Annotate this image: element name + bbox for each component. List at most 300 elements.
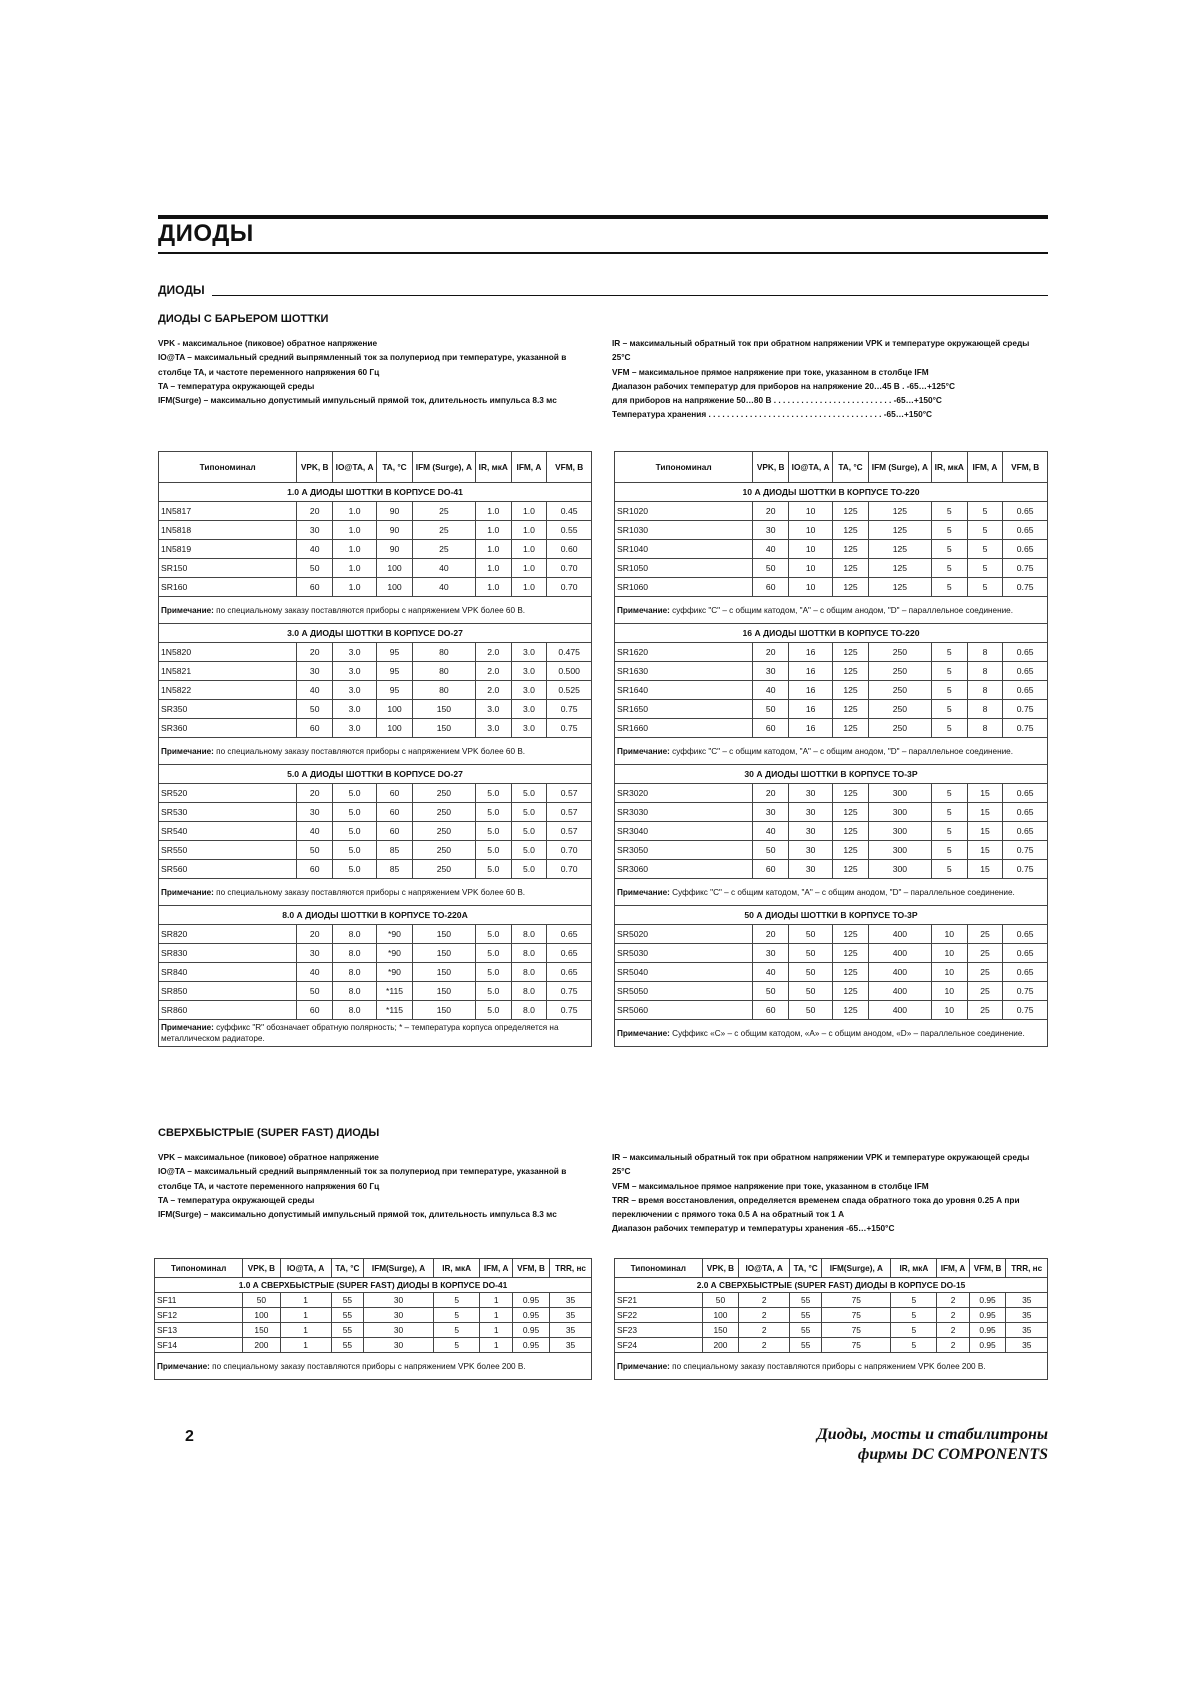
column-header: IO@TA, А <box>333 452 377 483</box>
cell-value: 16 <box>789 643 833 662</box>
part-number: 1N5819 <box>159 540 297 559</box>
cell-value: 60 <box>377 803 413 822</box>
column-header: IFM (Surge), А <box>412 452 475 483</box>
cell-value: 5.0 <box>475 982 511 1001</box>
cell-value: 60 <box>753 578 789 597</box>
cell-value: 0.65 <box>1003 521 1048 540</box>
cell-value: 30 <box>297 521 333 540</box>
cell-value: 30 <box>789 860 833 879</box>
cell-value: *115 <box>377 982 413 1001</box>
footer-line-2: фирмы DC COMPONENTS <box>857 1446 1048 1463</box>
group-title-row <box>615 765 1048 784</box>
cell-value: 1 <box>480 1323 513 1338</box>
cell-value: 0.95 <box>512 1338 549 1353</box>
cell-value: 2 <box>937 1323 969 1338</box>
cell-value: 5.0 <box>475 841 511 860</box>
column-header: TRR, нс <box>1006 1259 1048 1278</box>
table-row <box>615 700 1048 719</box>
cell-value: 125 <box>833 822 869 841</box>
cell-value: 60 <box>377 784 413 803</box>
cell-value: 5 <box>433 1293 479 1308</box>
note-text: суффикс "R" обозначает обратную полярность; * – температура корпуса определяется на металлическом радиаторе. <box>161 1023 559 1043</box>
table-row <box>615 841 1048 860</box>
cell-value: 8 <box>967 643 1003 662</box>
cell-value: 60 <box>297 578 333 597</box>
cell-value: 30 <box>364 1308 434 1323</box>
cell-value: 3.0 <box>333 662 377 681</box>
note-text: Суффикс «C» – с общим катодом, «A» – с общим анодом, «D» – параллельное соединение. <box>672 1028 1025 1038</box>
cell-value: 0.65 <box>1003 944 1048 963</box>
cell-value: 5.0 <box>511 822 547 841</box>
cell-value: 5.0 <box>511 860 547 879</box>
cell-value: 1.0 <box>333 559 377 578</box>
cell-value: 8.0 <box>511 982 547 1001</box>
schottky-definitions-left <box>158 336 588 407</box>
part-number: SR360 <box>159 719 297 738</box>
part-number: SR5020 <box>615 925 753 944</box>
cell-value: 30 <box>297 944 333 963</box>
cell-value: 0.525 <box>547 681 592 700</box>
cell-value: 85 <box>377 841 413 860</box>
cell-value: 40 <box>297 681 333 700</box>
cell-value: 95 <box>377 662 413 681</box>
cell-value: 35 <box>550 1323 592 1338</box>
cell-value: 5 <box>931 803 967 822</box>
group-title: 1.0 А СВЕРХБЫСТРЫЕ (SUPER FAST) ДИОДЫ В КОРПУСЕ DO-41 <box>155 1278 592 1293</box>
cell-value: 15 <box>967 822 1003 841</box>
cell-value: 0.65 <box>547 944 592 963</box>
cell-value: 125 <box>833 578 869 597</box>
footer-publication <box>817 1425 1048 1465</box>
superfast-table-left <box>154 1258 592 1380</box>
cell-value: 5 <box>967 502 1003 521</box>
cell-value: 5 <box>931 841 967 860</box>
cell-value: 5 <box>433 1323 479 1338</box>
cell-value: 5 <box>931 559 967 578</box>
cell-value: 20 <box>753 643 789 662</box>
column-header: IR, мкА <box>931 452 967 483</box>
cell-value: 0.95 <box>512 1308 549 1323</box>
cell-value: 8.0 <box>333 1001 377 1020</box>
cell-value: 125 <box>833 662 869 681</box>
group-title: 10 А ДИОДЫ ШОТТКИ В КОРПУСЕ ТО-220 <box>615 483 1048 502</box>
cell-value: 3.0 <box>333 700 377 719</box>
part-number: 1N5817 <box>159 502 297 521</box>
cell-value: 300 <box>868 803 931 822</box>
cell-value: 100 <box>243 1308 280 1323</box>
part-number: SR160 <box>159 578 297 597</box>
cell-value: 55 <box>790 1323 822 1338</box>
cell-value: 1 <box>280 1338 331 1353</box>
part-number: SR150 <box>159 559 297 578</box>
column-header: VPK, В <box>297 452 333 483</box>
note-cell <box>159 597 592 624</box>
cell-value: 16 <box>789 700 833 719</box>
table-row <box>615 1338 1048 1353</box>
note-text: по специальному заказу поставляются приборы с напряжением VPK более 60 В. <box>216 887 526 897</box>
table-row <box>615 540 1048 559</box>
group-title: 5.0 А ДИОДЫ ШОТТКИ В КОРПУСЕ DO-27 <box>159 765 592 784</box>
cell-value: 0.65 <box>1003 662 1048 681</box>
cell-value: 15 <box>967 784 1003 803</box>
table-row <box>155 1308 592 1323</box>
cell-value: 150 <box>702 1323 739 1338</box>
cell-value: 10 <box>931 1001 967 1020</box>
cell-value: 55 <box>790 1308 822 1323</box>
cell-value: 200 <box>702 1338 739 1353</box>
cell-value: 150 <box>412 719 475 738</box>
cell-value: 0.57 <box>547 822 592 841</box>
cell-value: 30 <box>789 841 833 860</box>
superfast-table-left-container <box>154 1258 592 1380</box>
cell-value: 10 <box>931 982 967 1001</box>
cell-value: 5.0 <box>511 784 547 803</box>
part-number: SR5030 <box>615 944 753 963</box>
part-number: SR3020 <box>615 784 753 803</box>
part-number: SR5040 <box>615 963 753 982</box>
part-number: SF24 <box>615 1338 703 1353</box>
cell-value: 0.475 <box>547 643 592 662</box>
header-row <box>159 452 592 483</box>
column-header: VPK, В <box>243 1259 280 1278</box>
cell-value: 35 <box>550 1338 592 1353</box>
table-row <box>155 1338 592 1353</box>
cell-value: 0.95 <box>969 1308 1006 1323</box>
group-title-row <box>615 906 1048 925</box>
cell-value: 0.75 <box>547 719 592 738</box>
table-row <box>615 719 1048 738</box>
cell-value: 1 <box>280 1323 331 1338</box>
note-row <box>615 1353 1048 1380</box>
cell-value: *90 <box>377 944 413 963</box>
note-text: суффикс "C" – с общим катодом, "A" – с общим анодом, "D" – параллельное соединение. <box>672 605 1014 615</box>
cell-value: 35 <box>550 1293 592 1308</box>
cell-value: 55 <box>331 1338 364 1353</box>
part-number: SR850 <box>159 982 297 1001</box>
cell-value: 0.75 <box>1003 559 1048 578</box>
cell-value: 125 <box>833 719 869 738</box>
cell-value: 300 <box>868 841 931 860</box>
cell-value: 16 <box>789 681 833 700</box>
cell-value: 0.75 <box>547 982 592 1001</box>
part-number: SR1020 <box>615 502 753 521</box>
table-row <box>155 1293 592 1308</box>
table-row <box>615 1308 1048 1323</box>
column-header: VFM, В <box>512 1259 549 1278</box>
cell-value: 3.0 <box>511 643 547 662</box>
column-header: TA, °C <box>377 452 413 483</box>
cell-value: 3.0 <box>511 662 547 681</box>
cell-value: 10 <box>789 540 833 559</box>
cell-value: 5.0 <box>475 925 511 944</box>
cell-value: 60 <box>753 1001 789 1020</box>
column-header: IFM, А <box>937 1259 969 1278</box>
table-row <box>159 559 592 578</box>
table-row <box>159 700 592 719</box>
part-number: SR1650 <box>615 700 753 719</box>
note-row <box>159 597 592 624</box>
group-title-row <box>159 483 592 502</box>
cell-value: 150 <box>412 944 475 963</box>
cell-value: 5 <box>931 822 967 841</box>
cell-value: 40 <box>297 822 333 841</box>
part-number: SR1620 <box>615 643 753 662</box>
cell-value: 0.95 <box>512 1293 549 1308</box>
cell-value: 50 <box>789 963 833 982</box>
cell-value: 60 <box>753 719 789 738</box>
cell-value: 250 <box>868 643 931 662</box>
column-header: VPK, В <box>702 1259 739 1278</box>
cell-value: 125 <box>833 963 869 982</box>
cell-value: 5 <box>967 540 1003 559</box>
cell-value: 50 <box>789 944 833 963</box>
part-number: SF21 <box>615 1293 703 1308</box>
cell-value: 8.0 <box>333 963 377 982</box>
cell-value: 10 <box>931 925 967 944</box>
cell-value: 30 <box>753 944 789 963</box>
part-number: SR520 <box>159 784 297 803</box>
part-number: 1N5822 <box>159 681 297 700</box>
cell-value: 1.0 <box>475 521 511 540</box>
cell-value: 125 <box>833 803 869 822</box>
cell-value: 35 <box>1006 1293 1048 1308</box>
cell-value: 8.0 <box>511 1001 547 1020</box>
header-row <box>155 1259 592 1278</box>
cell-value: 3.0 <box>475 719 511 738</box>
cell-value: *115 <box>377 1001 413 1020</box>
table-row <box>615 803 1048 822</box>
superfast-definition-line: IR – максимальный обратный ток при обратном напряжении VPK и температуре окружающей среды 25°C <box>612 1152 1030 1177</box>
group-title-row <box>155 1278 592 1293</box>
cell-value: 30 <box>753 803 789 822</box>
cell-value: 200 <box>243 1338 280 1353</box>
cell-value: 3.0 <box>511 681 547 700</box>
cell-value: 0.75 <box>1003 578 1048 597</box>
table-row <box>159 540 592 559</box>
cell-value: 8 <box>967 700 1003 719</box>
cell-value: 0.65 <box>1003 643 1048 662</box>
cell-value: 0.75 <box>1003 841 1048 860</box>
cell-value: 20 <box>753 784 789 803</box>
schottky-table-right-container <box>614 451 1048 1047</box>
cell-value: 125 <box>833 925 869 944</box>
cell-value: 10 <box>931 944 967 963</box>
cell-value: 50 <box>753 982 789 1001</box>
cell-value: 1.0 <box>333 578 377 597</box>
group-title: 16 А ДИОДЫ ШОТТКИ В КОРПУСЕ ТО-220 <box>615 624 1048 643</box>
part-number: SR3030 <box>615 803 753 822</box>
part-number: SR3060 <box>615 860 753 879</box>
cell-value: 5.0 <box>511 841 547 860</box>
cell-value: 150 <box>412 1001 475 1020</box>
column-header: IO@TA, А <box>739 1259 790 1278</box>
cell-value: 1.0 <box>475 502 511 521</box>
cell-value: 8 <box>967 681 1003 700</box>
cell-value: 8.0 <box>333 982 377 1001</box>
note-label: Примечание: <box>161 746 217 756</box>
note-label: Примечание: <box>161 887 217 897</box>
cell-value: 1 <box>280 1293 331 1308</box>
cell-value: 2.0 <box>475 662 511 681</box>
table-row <box>159 803 592 822</box>
part-number: SR5060 <box>615 1001 753 1020</box>
cell-value: 5 <box>967 521 1003 540</box>
note-cell <box>615 879 1048 906</box>
superfast-definitions-right <box>612 1150 1048 1236</box>
column-header: IFM(Surge), А <box>822 1259 891 1278</box>
cell-value: 1.0 <box>475 578 511 597</box>
table-row <box>159 822 592 841</box>
cell-value: 2 <box>937 1338 969 1353</box>
cell-value: 300 <box>868 860 931 879</box>
column-header: Типономинал <box>615 452 753 483</box>
part-number: SF23 <box>615 1323 703 1338</box>
cell-value: 125 <box>833 700 869 719</box>
cell-value: 40 <box>412 559 475 578</box>
cell-value: 0.95 <box>512 1323 549 1338</box>
cell-value: 125 <box>833 521 869 540</box>
column-header: IO@TA, А <box>280 1259 331 1278</box>
schottky-section-title: ДИОДЫ С БАРЬЕРОМ ШОТТКИ <box>158 313 329 325</box>
cell-value: 30 <box>297 662 333 681</box>
cell-value: 1 <box>480 1338 513 1353</box>
cell-value: 1.0 <box>475 559 511 578</box>
cell-value: 50 <box>789 925 833 944</box>
schottky-definition-line: VFM – максимальное прямое напряжение при токе, указанном в столбце IFM <box>612 366 929 377</box>
cell-value: 80 <box>412 643 475 662</box>
cell-value: 50 <box>702 1293 739 1308</box>
cell-value: 30 <box>364 1293 434 1308</box>
cell-value: 1.0 <box>333 521 377 540</box>
group-title: 2.0 А СВЕРХБЫСТРЫЕ (SUPER FAST) ДИОДЫ В КОРПУСЕ DO-15 <box>615 1278 1048 1293</box>
cell-value: 5 <box>931 784 967 803</box>
cell-value: 1.0 <box>511 578 547 597</box>
cell-value: 5.0 <box>475 860 511 879</box>
note-cell <box>615 738 1048 765</box>
cell-value: 50 <box>789 1001 833 1020</box>
column-header: TA, °C <box>833 452 869 483</box>
cell-value: 50 <box>243 1293 280 1308</box>
cell-value: 50 <box>753 559 789 578</box>
cell-value: 55 <box>790 1338 822 1353</box>
cell-value: 0.75 <box>1003 719 1048 738</box>
cell-value: 50 <box>297 841 333 860</box>
cell-value: 0.65 <box>547 963 592 982</box>
column-header: VFM, В <box>969 1259 1006 1278</box>
cell-value: 40 <box>753 681 789 700</box>
cell-value: 250 <box>868 700 931 719</box>
cell-value: 55 <box>331 1323 364 1338</box>
cell-value: 5.0 <box>511 803 547 822</box>
column-header: IFM(Surge), А <box>364 1259 434 1278</box>
cell-value: 125 <box>833 841 869 860</box>
cell-value: 30 <box>753 662 789 681</box>
cell-value: 25 <box>412 521 475 540</box>
column-header: IFM (Surge), А <box>868 452 931 483</box>
table-row <box>159 982 592 1001</box>
cell-value: 5.0 <box>475 963 511 982</box>
note-row <box>615 738 1048 765</box>
part-number: SF14 <box>155 1338 243 1353</box>
cell-value: 0.95 <box>969 1293 1006 1308</box>
cell-value: 5 <box>891 1308 937 1323</box>
cell-value: 60 <box>297 719 333 738</box>
cell-value: 125 <box>868 540 931 559</box>
cell-value: 0.75 <box>547 1001 592 1020</box>
table-row <box>615 662 1048 681</box>
cell-value: 15 <box>967 860 1003 879</box>
cell-value: 0.70 <box>547 559 592 578</box>
table-row <box>159 944 592 963</box>
cell-value: 0.75 <box>547 700 592 719</box>
group-title-row <box>159 765 592 784</box>
cell-value: 125 <box>833 944 869 963</box>
cell-value: 0.70 <box>547 578 592 597</box>
cell-value: 30 <box>789 803 833 822</box>
cell-value: 125 <box>833 1001 869 1020</box>
cell-value: 300 <box>868 822 931 841</box>
cell-value: 8.0 <box>333 944 377 963</box>
cell-value: 0.60 <box>547 540 592 559</box>
cell-value: 0.65 <box>1003 502 1048 521</box>
cell-value: *90 <box>377 925 413 944</box>
cell-value: 20 <box>297 502 333 521</box>
cell-value: 250 <box>412 822 475 841</box>
cell-value: 0.65 <box>1003 784 1048 803</box>
part-number: 1N5821 <box>159 662 297 681</box>
cell-value: 60 <box>753 860 789 879</box>
schottky-table-left-container <box>158 451 592 1047</box>
cell-value: 35 <box>550 1308 592 1323</box>
cell-value: 0.65 <box>1003 681 1048 700</box>
column-header: TA, °C <box>790 1259 822 1278</box>
cell-value: 150 <box>412 963 475 982</box>
cell-value: 0.75 <box>1003 1001 1048 1020</box>
cell-value: 30 <box>789 822 833 841</box>
schottky-definition-line: IFM(Surge) – максимально допустимый импульсный прямой ток, длительность импульса 8.3 мс <box>158 395 557 406</box>
note-label: Примечание: <box>617 746 673 756</box>
cell-value: 20 <box>297 784 333 803</box>
note-label: Примечание: <box>161 605 217 615</box>
cell-value: 0.70 <box>547 841 592 860</box>
cell-value: 5.0 <box>475 784 511 803</box>
cell-value: 10 <box>789 559 833 578</box>
cell-value: 2 <box>739 1308 790 1323</box>
cell-value: 0.75 <box>1003 860 1048 879</box>
cell-value: 125 <box>833 860 869 879</box>
cell-value: 20 <box>297 925 333 944</box>
part-number: SR350 <box>159 700 297 719</box>
cell-value: 5.0 <box>475 822 511 841</box>
superfast-definition-line: IFM(Surge) – максимально допустимый импульсный прямой ток, длительность импульса 8.3 мс <box>158 1209 557 1220</box>
cell-value: 5.0 <box>333 822 377 841</box>
cell-value: 5 <box>931 719 967 738</box>
note-row <box>159 879 592 906</box>
column-header: IFM, А <box>480 1259 513 1278</box>
cell-value: 10 <box>931 963 967 982</box>
cell-value: 85 <box>377 860 413 879</box>
column-header: Типономинал <box>615 1259 703 1278</box>
table-row <box>615 559 1048 578</box>
group-title: 50 А ДИОДЫ ШОТТКИ В КОРПУСЕ ТО-3Р <box>615 906 1048 925</box>
cell-value: 20 <box>753 925 789 944</box>
cell-value: 55 <box>790 1293 822 1308</box>
cell-value: 250 <box>868 662 931 681</box>
cell-value: 0.75 <box>1003 982 1048 1001</box>
group-title-row <box>159 906 592 925</box>
note-row <box>155 1353 592 1380</box>
note-text: по специальному заказу поставляются приборы с напряжением VPK более 60 В. <box>216 605 526 615</box>
